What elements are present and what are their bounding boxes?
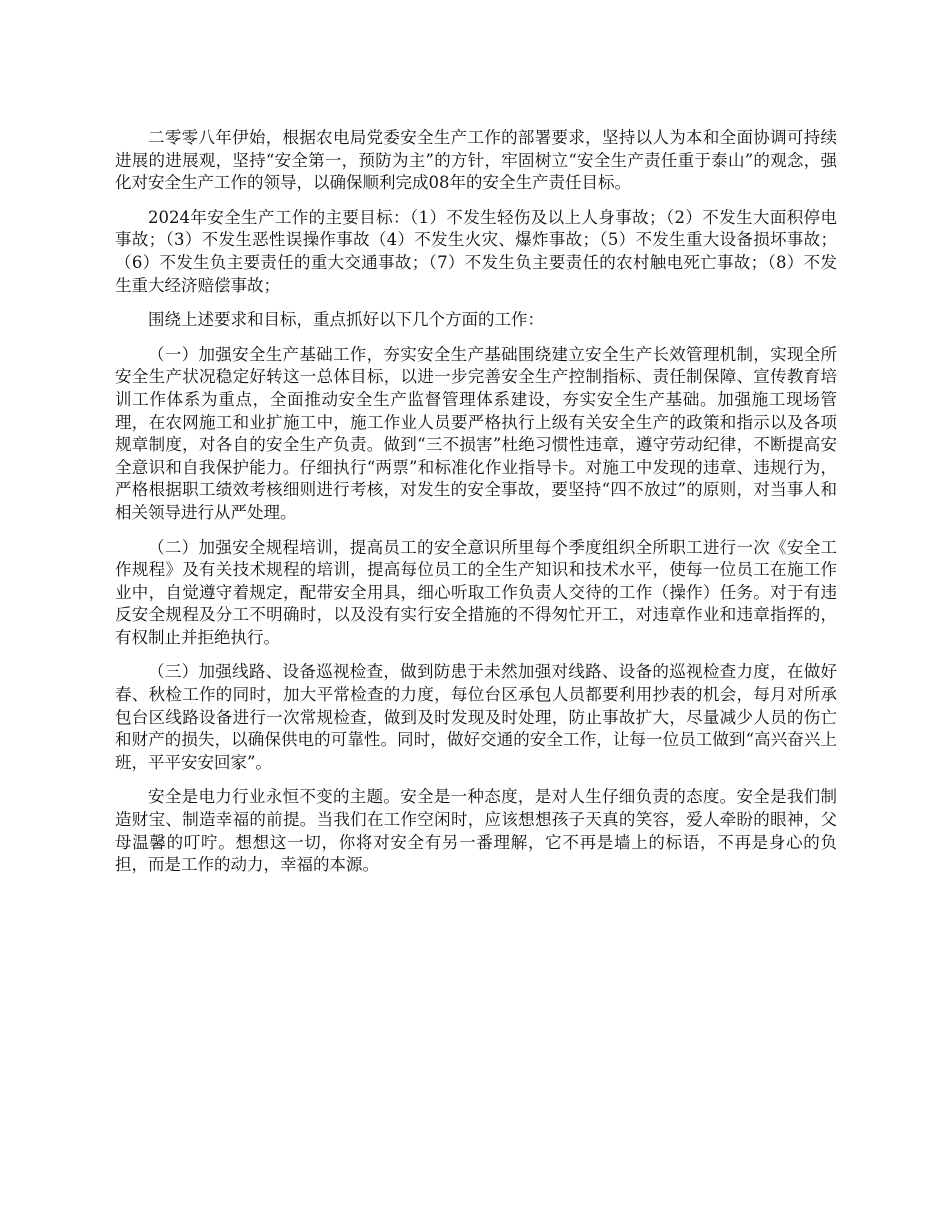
- document-page: [115, 127, 837, 889]
- paragraph-conclusion: 安全是电力行业永恒不变的主题。安全是一种态度，是对人生仔细负责的态度。安全是我们制造财宝、制造幸福的前提。当我们在工作空闲时，应该想想孩子天真的笑容，爱人牵盼的眼神，父母温馨的叮咛。想想这一切，你将对安全有另一番理解，它不再是墙上的标语，不再是身心的负担，而是工作的动力，幸福的本源。: [115, 787, 837, 875]
- paragraph-focus: 围绕上述要求和目标，重点抓好以下几个方面的工作：: [148, 310, 544, 330]
- paragraph-intro: 二零零八年伊始，根据农电局党委安全生产工作的部署要求，坚持以人为本和全面协调可持续进展的进展观，坚持“安全第一，预防为主”的方针，牢固树立“安全生产责任重于泰山”的观念，强化对安全生产工作的领导，以确保顺利完成08年的安全生产责任目标。: [115, 128, 837, 193]
- paragraph-goals: 2024年安全生产工作的主要目标：（1）不发生轻伤及以上人身事故；（2）不发生大面积停电事故；（3）不发生恶性误操作事故（4）不发生火灾、爆炸事故；（5）不发生重大设备损坏事故；（6）不发生负主要责任的重大交通事故；（7）不发生负主要责任的农村触电死亡事故；（8）不发生重大经济赔偿事故；: [115, 207, 837, 295]
- paragraph-section-1: （一）加强安全生产基础工作，夯实安全生产基础围绕建立安全生产长效管理机制，实现全所安全生产状况稳定好转这一总体目标，以进一步完善安全生产控制指标、责任制保障、宣传教育培训工作体系为重点，全面推动安全生产监督管理体系建设，夯实安全生产基础。加强施工现场管理，在农网施工和业扩施工中，施工作业人员要严格执行上级有关安全生产的政策和指示以及各项规章制度，对各自的安全生产负责。做到“三不损害”杜绝习惯性违章，遵守劳动纪律，不断提高安全意识和自我保护能力。仔细执行“两票”和标准化作业指导卡。对施工中发现的违章、违规行为，严格根据职工绩效考核细则进行考核，对发生的安全事故，要坚持“四不放过”的原则，对当事人和相关领导进行从严处理。: [115, 344, 837, 522]
- paragraph-section-2: （二）加强安全规程培训，提高员工的安全意识所里每个季度组织全所职工进行一次《安全工作规程》及有关技术规程的培训，提高每位员工的全生产知识和技术水平，使每一位员工在施工作业中，自觉遵守着规定，配带安全用具，细心听取工作负责人交待的工作（操作）任务。对于有违反安全规程及分工不明确时，以及没有实行安全措施的不得匆忙开工，对违章作业和违章指挥的，有权制止并拒绝执行。: [115, 537, 837, 647]
- paragraph-section-3: （三）加强线路、设备巡视检查，做到防患于未然加强对线路、设备的巡视检查力度，在做好春、秋检工作的同时，加大平常检查的力度，每位台区承包人员都要利用抄表的机会，每月对所承包台区线路设备进行一次常规检查，做到及时发现及时处理，防止事故扩大，尽量减少人员的伤亡和财产的损失，以确保供电的可靠性。同时，做好交通的安全工作，让每一位员工做到“高兴奋兴上班，平平安安回家”。: [115, 662, 837, 772]
